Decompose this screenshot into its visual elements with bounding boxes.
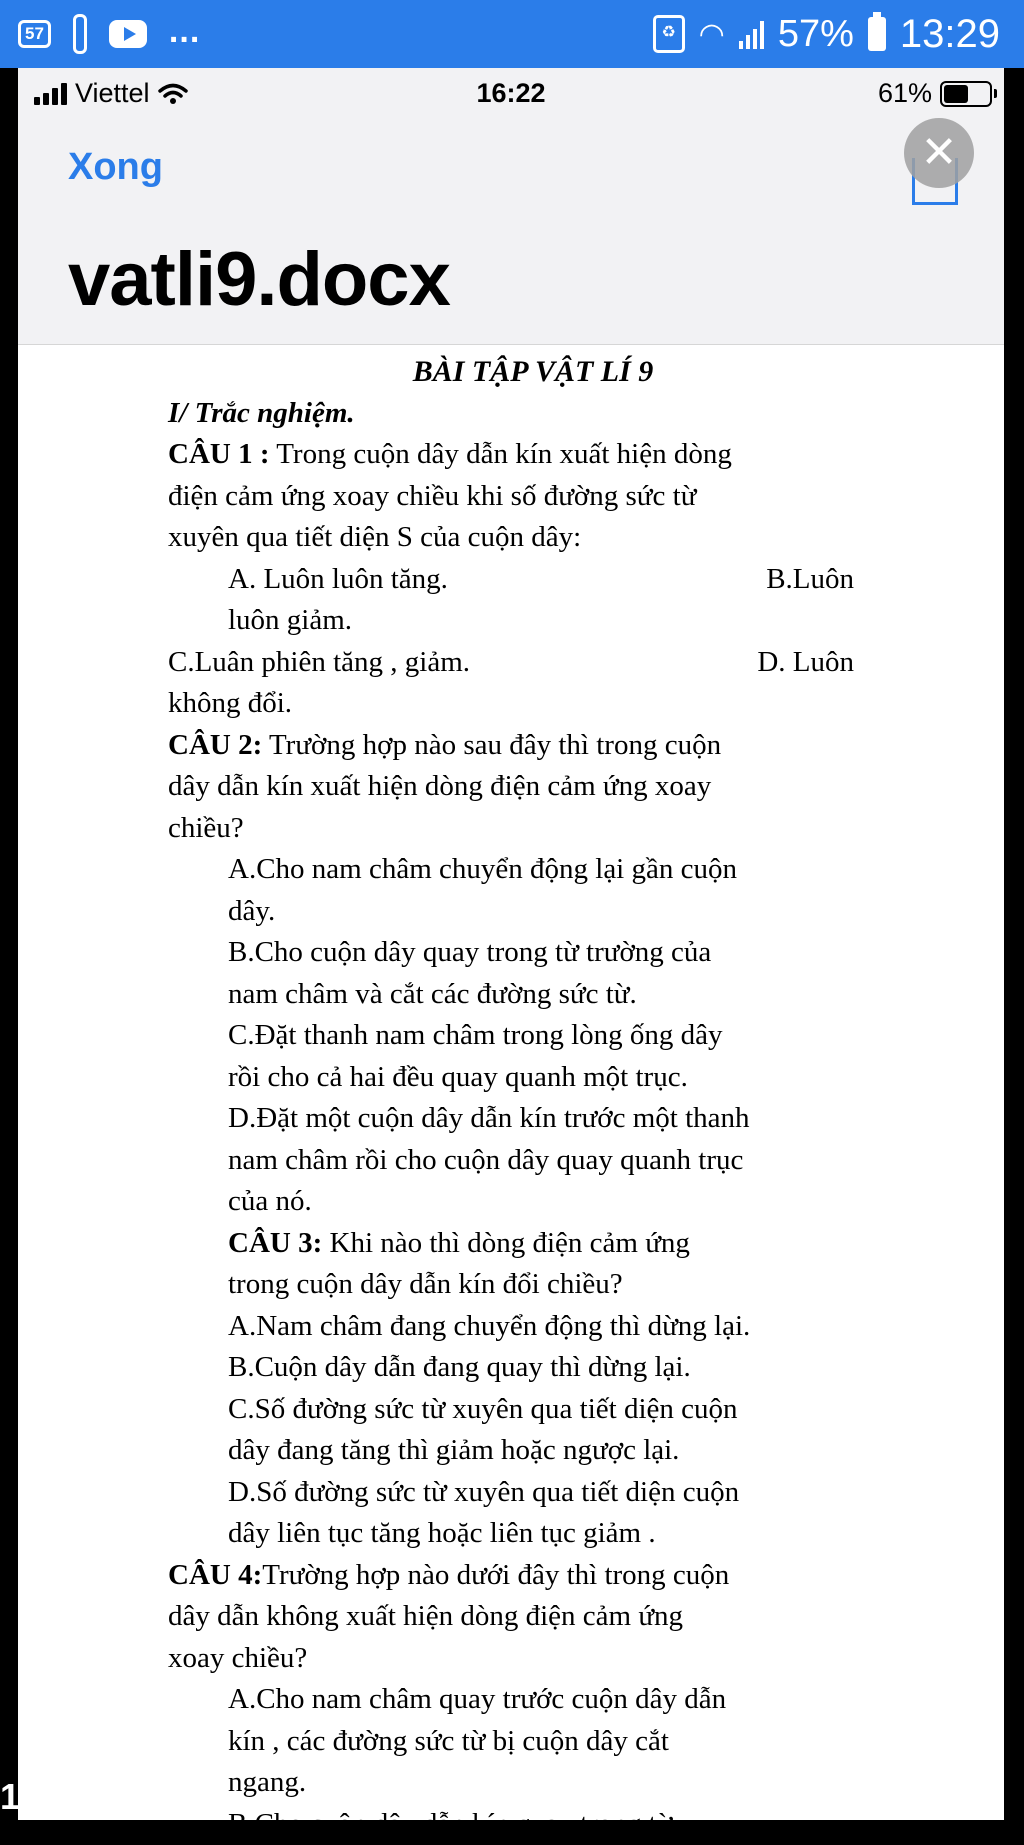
option-c-cont: dây đang tăng thì giảm hoặc ngược lại. [168, 1430, 868, 1472]
option-b: B.Cuộn dây dẫn đang quay thì dừng lại. [168, 1347, 868, 1389]
question-text: Trong cuộn dây dẫn kín xuất hiện dòng [270, 438, 732, 470]
close-icon[interactable]: ✕ [904, 118, 974, 188]
question-label: CÂU 1 : [168, 438, 270, 470]
page-number: 1 [0, 1776, 20, 1818]
option-a: A.Nam châm đang chuyển động thì dừng lại. [168, 1306, 868, 1348]
question-label: CÂU 4: [168, 1559, 262, 1591]
question-text: xuyên qua tiết diện S của cuộn dây: [168, 517, 868, 559]
option-a-cont: ngang. [168, 1762, 868, 1804]
carrier-name: Viettel [75, 78, 150, 109]
android-status-bar [0, 0, 1024, 68]
option-b: B.Luôn [766, 559, 868, 601]
recycle-icon: ♻ [653, 15, 685, 53]
option-c: C.Luân phiên tăng , giảm. [168, 642, 470, 684]
thermometer-icon [73, 14, 87, 54]
ios-clock: 16:22 [18, 78, 1004, 109]
option-d-cont: không đổi. [168, 683, 868, 725]
question-4 [168, 1555, 868, 1597]
ios-status-bar [18, 68, 1004, 118]
option-a: A. Luôn luôn tăng. [168, 559, 448, 601]
question-1 [168, 434, 868, 476]
question-text: điện cảm ứng xoay chiều khi số đường sức từ [168, 476, 868, 518]
notification-badge: 57 [18, 20, 51, 48]
battery-icon [868, 17, 886, 51]
option-a: A.Cho nam châm chuyển động lại gần cuộn [168, 849, 868, 891]
option-d: D.Đặt một cuộn dây dẫn kín trước một thanh [168, 1098, 868, 1140]
status-time: 13:29 [900, 12, 1000, 57]
document-page [168, 345, 868, 1845]
question-3 [168, 1223, 868, 1265]
option-a-cont: dây. [168, 891, 868, 933]
ios-battery-percent: 61% [878, 78, 932, 109]
question-2 [168, 725, 868, 767]
done-button[interactable]: Xong [68, 146, 163, 189]
section-heading: I/ Trắc nghiệm. [168, 393, 868, 435]
question-text: trong cuộn dây dẫn kín đổi chiều? [168, 1264, 868, 1306]
ios-screen [18, 68, 1004, 1820]
option-d-cont: dây liên tục tăng hoặc liên tục giảm . [168, 1513, 868, 1555]
option-b-cont: nam châm và cắt các đường sức từ. [168, 974, 868, 1016]
question-text: dây dẫn không xuất hiện dòng điện cảm ứng [168, 1596, 868, 1638]
question-text: dây dẫn kín xuất hiện dòng điện cảm ứng xoay [168, 766, 868, 808]
option-a: A.Cho nam châm quay trước cuộn dây dẫn [168, 1679, 868, 1721]
option-a-cont: kín , các đường sức từ bị cuộn dây cắt [168, 1721, 868, 1763]
signal-icon [739, 19, 764, 49]
question-text: Trường hợp nào sau đây thì trong cuộn [262, 729, 721, 761]
option-d-cont: nam châm rồi cho cuộn dây quay quanh trục [168, 1140, 868, 1182]
option-b: B.Cho cuộn dây quay trong từ trường của [168, 932, 868, 974]
option-d: D.Số đường sức từ xuyên qua tiết diện cuộn [168, 1472, 868, 1514]
document-title: BÀI TẬP VẬT LÍ 9 [168, 351, 868, 393]
option-d: D. Luôn [757, 642, 868, 684]
option-c: C.Đặt thanh nam châm trong lòng ống dây [168, 1015, 868, 1057]
option-d-cont: của nó. [168, 1181, 868, 1223]
youtube-icon [109, 20, 147, 48]
option-c-cont: rồi cho cả hai đều quay quanh một trục. [168, 1057, 868, 1099]
file-title: vatli9.docx [68, 236, 450, 323]
document-viewer[interactable] [18, 345, 1004, 1820]
battery-percent: 57% [778, 13, 854, 56]
more-notifications-icon: ... [169, 21, 200, 41]
wifi-icon: ◠ [699, 17, 725, 52]
question-text: xoay chiều? [168, 1638, 868, 1680]
question-label: CÂU 2: [168, 729, 262, 761]
battery-icon [940, 81, 992, 107]
question-text: Trường hợp nào dưới đây thì trong cuộn [262, 1559, 729, 1591]
option-b-cont: luôn giảm. [168, 600, 868, 642]
option-c: C.Số đường sức từ xuyên qua tiết diện cuộn [168, 1389, 868, 1431]
question-text: Khi nào thì dòng điện cảm ứng [322, 1227, 690, 1259]
question-label: CÂU 3: [228, 1227, 322, 1259]
question-text: chiều? [168, 808, 868, 850]
option-b: B.Cho cuộn dây dẫn kín quay trong từ [168, 1804, 868, 1845]
